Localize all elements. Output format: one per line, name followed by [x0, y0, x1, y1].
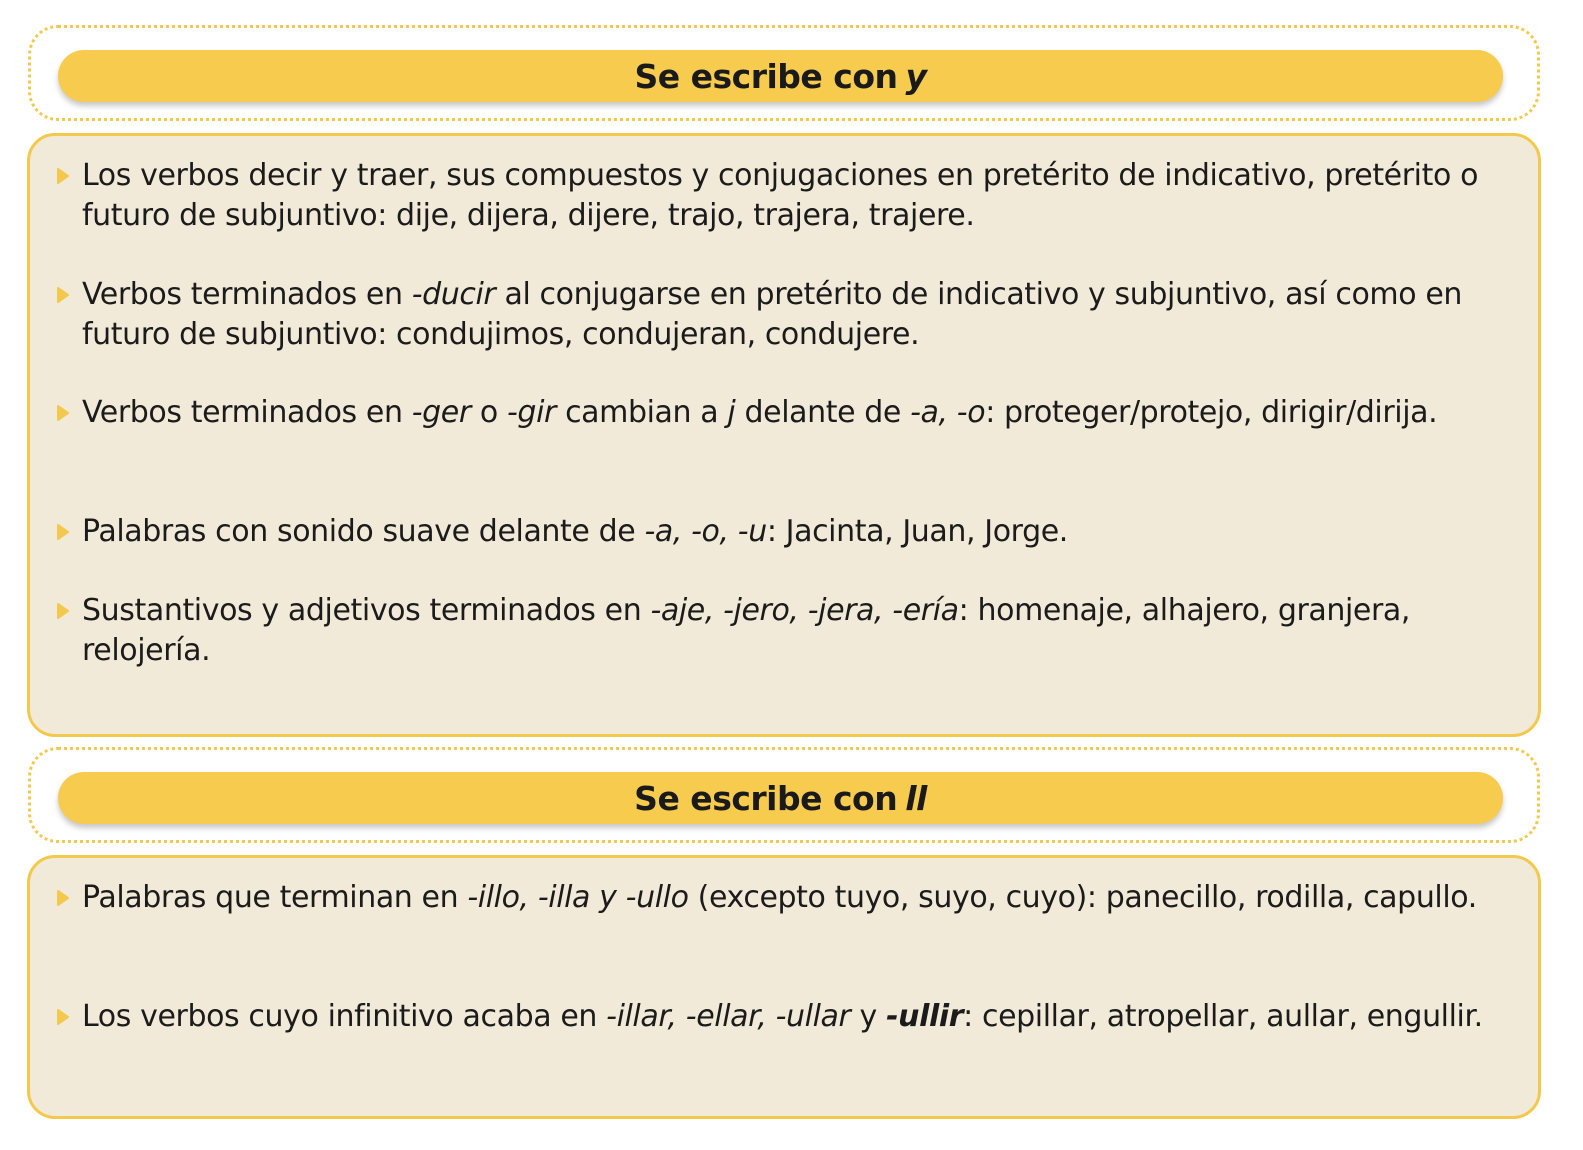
text-segment: : Jacinta, Juan, Jorge.: [766, 514, 1068, 549]
italic-term: -ger: [411, 395, 471, 430]
italic-term: -a, -o: [910, 395, 986, 430]
text-segment: : proteger/protejo, dirigir/dirija.: [985, 395, 1438, 430]
list-item: [56, 156, 1508, 236]
bold-italic-term: -ullir: [886, 999, 964, 1034]
bullet-icon: [56, 890, 69, 906]
text-segment: Verbos terminados en: [82, 395, 412, 430]
section-y-content-box: [27, 133, 1541, 737]
text-segment: Los verbos cuyo infinitivo acaba en: [82, 999, 607, 1034]
list-item: [56, 997, 1508, 1037]
section-ll-title: [58, 772, 1503, 824]
list-item: [56, 512, 1508, 552]
italic-term: -illar, -ellar, -ullar: [606, 999, 851, 1034]
section-ll-content-box: [27, 855, 1541, 1119]
text-segment: Palabras que terminan en: [82, 880, 468, 915]
italic-term: -a, -o, -u: [644, 514, 767, 549]
text-segment: o: [470, 395, 507, 430]
bullet-icon: [56, 1009, 69, 1025]
text-segment: delante de: [735, 395, 911, 430]
list-item-text: [82, 275, 1508, 355]
bullet-icon: [56, 168, 69, 184]
bullet-icon: [56, 603, 69, 619]
text-segment: cambian a: [555, 395, 728, 430]
text-segment: Palabras con sonido suave delante de: [82, 514, 645, 549]
text-segment: : cepillar, atropellar, aullar, engullir.: [963, 999, 1483, 1034]
bullet-icon: [56, 287, 69, 303]
text-segment: Sustantivos y adjetivos terminados en: [82, 593, 651, 628]
text-segment: y: [850, 999, 887, 1034]
italic-term: -ducir: [411, 277, 496, 312]
list-item-text: [82, 156, 1508, 236]
list-item: [56, 275, 1508, 355]
text-segment: al conjugarse en pretérito de indicativo y subjuntivo, así como en futuro de subjuntivo: condujimos, condujeran, condujere.: [82, 277, 1462, 352]
list-item-text: [82, 591, 1508, 671]
section-y-header-frame: [28, 25, 1540, 121]
section-y-title-prefix: Se escribe con: [634, 56, 898, 96]
list-item: [56, 393, 1508, 433]
text-segment: Los verbos decir y traer, sus compuestos y conjugaciones en pretérito de indicativo, pretérito o futuro de subjuntivo: dije, dijera, dijere, trajo, trajera, trajere.: [82, 158, 1479, 233]
text-segment: : homenaje, alhajero, granjera, relojería.: [82, 593, 1411, 668]
italic-term: -illo, -illa y -ullo: [467, 880, 689, 915]
bullet-icon: [56, 524, 69, 540]
text-segment: Verbos terminados en: [82, 277, 412, 312]
italic-term: -gir: [507, 395, 556, 430]
section-ll-header-frame: [28, 747, 1540, 843]
text-segment: (excepto tuyo, suyo, cuyo): panecillo, rodilla, capullo.: [688, 880, 1477, 915]
list-item-text: [82, 997, 1483, 1037]
section-y-title: [58, 50, 1503, 102]
list-item: [56, 591, 1508, 671]
list-item-text: [82, 512, 1068, 552]
list-item: [56, 878, 1508, 918]
section-ll-title-letter: ll: [905, 778, 927, 818]
list-item-text: [82, 393, 1437, 433]
section-ll-title-prefix: Se escribe con: [634, 778, 898, 818]
bullet-icon: [56, 405, 69, 421]
italic-term: -aje, -jero, -jera, -ería: [650, 593, 959, 628]
italic-term: j: [727, 395, 736, 430]
list-item-text: [82, 878, 1477, 918]
section-y-title-letter: y: [905, 56, 927, 96]
